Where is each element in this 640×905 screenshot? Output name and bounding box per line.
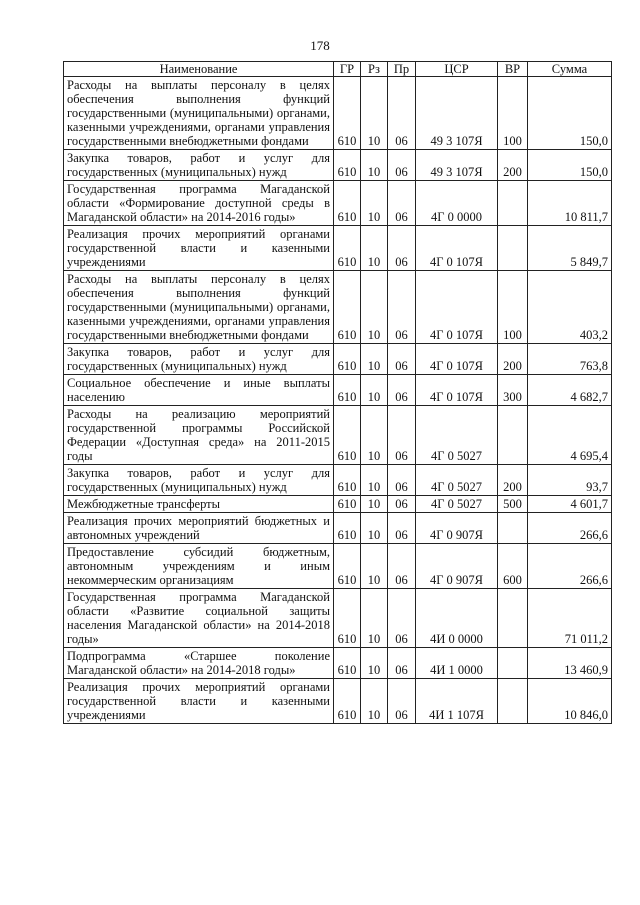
row-csr: 4Г 0 907Я	[416, 513, 498, 544]
row-vr	[498, 648, 528, 679]
row-pr: 06	[388, 544, 416, 589]
table-row	[64, 77, 612, 150]
row-name: Расходы на реализацию мероприятий государственной программы Российской Федерации «Доступная среда» на 2011-2015 годы	[64, 406, 334, 465]
row-pr: 06	[388, 344, 416, 375]
row-vr	[498, 589, 528, 648]
row-csr: 4Г 0 5027	[416, 465, 498, 496]
row-rz: 10	[361, 226, 388, 271]
row-vr: 200	[498, 465, 528, 496]
row-sum: 403,2	[528, 271, 612, 344]
row-name: Реализация прочих мероприятий органами государственной власти и казенными учреждениями	[64, 679, 334, 724]
row-name: Закупка товаров, работ и услуг для государственных (муниципальных) нужд	[64, 150, 334, 181]
row-gr: 610	[334, 679, 361, 724]
row-rz: 10	[361, 77, 388, 150]
row-rz: 10	[361, 375, 388, 406]
table-row	[64, 375, 612, 406]
row-name: Государственная программа Магаданской области «Формирование доступной среды в Магаданской области» на 2014-2016 годы»	[64, 181, 334, 226]
row-csr: 4Г 0 5027	[416, 496, 498, 513]
row-vr: 100	[498, 271, 528, 344]
row-name: Расходы на выплаты персоналу в целях обеспечения выполнения функций государственными (муниципальными) органами, казенными учреждениями, органами управления государственными внебюджетными фондами	[64, 271, 334, 344]
row-gr: 610	[334, 465, 361, 496]
row-pr: 06	[388, 77, 416, 150]
row-csr: 4Г 0 107Я	[416, 375, 498, 406]
row-gr: 610	[334, 648, 361, 679]
row-sum: 10 811,7	[528, 181, 612, 226]
row-pr: 06	[388, 589, 416, 648]
row-rz: 10	[361, 465, 388, 496]
row-gr: 610	[334, 344, 361, 375]
header-rz: Рз	[361, 62, 388, 77]
row-csr: 4Г 0 107Я	[416, 271, 498, 344]
row-name: Предоставление субсидий бюджетным, автономным учреждениям и иным некоммерческим организациям	[64, 544, 334, 589]
row-name: Реализация прочих мероприятий бюджетных и автономных учреждений	[64, 513, 334, 544]
row-rz: 10	[361, 544, 388, 589]
row-name: Закупка товаров, работ и услуг для государственных (муниципальных) нужд	[64, 344, 334, 375]
row-pr: 06	[388, 465, 416, 496]
row-sum: 150,0	[528, 77, 612, 150]
row-pr: 06	[388, 513, 416, 544]
row-csr: 4И 1 0000	[416, 648, 498, 679]
row-sum: 93,7	[528, 465, 612, 496]
row-gr: 610	[334, 77, 361, 150]
row-vr	[498, 181, 528, 226]
row-pr: 06	[388, 648, 416, 679]
header-sum: Сумма	[528, 62, 612, 77]
table-row	[64, 406, 612, 465]
row-rz: 10	[361, 513, 388, 544]
row-sum: 4 682,7	[528, 375, 612, 406]
row-name: Межбюджетные трансферты	[64, 496, 334, 513]
row-gr: 610	[334, 181, 361, 226]
table-row	[64, 544, 612, 589]
row-vr	[498, 226, 528, 271]
row-gr: 610	[334, 513, 361, 544]
table-row	[64, 589, 612, 648]
table-row	[64, 344, 612, 375]
row-sum: 4 695,4	[528, 406, 612, 465]
row-sum: 266,6	[528, 513, 612, 544]
row-pr: 06	[388, 406, 416, 465]
row-name: Государственная программа Магаданской области «Развитие социальной защиты населения Магаданской области» на 2014-2018 годы»	[64, 589, 334, 648]
row-sum: 266,6	[528, 544, 612, 589]
table-row	[64, 150, 612, 181]
row-vr: 200	[498, 344, 528, 375]
row-rz: 10	[361, 589, 388, 648]
table-header-row	[64, 62, 612, 77]
row-pr: 06	[388, 375, 416, 406]
row-vr	[498, 513, 528, 544]
row-gr: 610	[334, 544, 361, 589]
row-sum: 10 846,0	[528, 679, 612, 724]
row-name: Социальное обеспечение и иные выплаты населению	[64, 375, 334, 406]
row-gr: 610	[334, 375, 361, 406]
row-gr: 610	[334, 226, 361, 271]
row-rz: 10	[361, 679, 388, 724]
row-rz: 10	[361, 406, 388, 465]
row-name: Закупка товаров, работ и услуг для государственных (муниципальных) нужд	[64, 465, 334, 496]
row-vr: 300	[498, 375, 528, 406]
row-sum: 4 601,7	[528, 496, 612, 513]
row-pr: 06	[388, 271, 416, 344]
header-name: Наименование	[64, 62, 334, 77]
row-pr: 06	[388, 496, 416, 513]
row-csr: 4И 1 107Я	[416, 679, 498, 724]
header-csr: ЦСР	[416, 62, 498, 77]
row-gr: 610	[334, 496, 361, 513]
row-gr: 610	[334, 589, 361, 648]
row-csr: 4Г 0 907Я	[416, 544, 498, 589]
row-gr: 610	[334, 150, 361, 181]
table-row	[64, 679, 612, 724]
row-rz: 10	[361, 648, 388, 679]
header-gr: ГР	[334, 62, 361, 77]
row-csr: 4Г 0 5027	[416, 406, 498, 465]
row-name: Реализация прочих мероприятий органами государственной власти и казенными учреждениями	[64, 226, 334, 271]
row-vr: 500	[498, 496, 528, 513]
row-gr: 610	[334, 271, 361, 344]
row-vr: 200	[498, 150, 528, 181]
row-name: Подпрограмма «Старшее поколение Магаданской области» на 2014-2018 годы»	[64, 648, 334, 679]
row-csr: 4Г 0 107Я	[416, 344, 498, 375]
row-gr: 610	[334, 406, 361, 465]
row-vr	[498, 679, 528, 724]
table-row	[64, 465, 612, 496]
row-pr: 06	[388, 226, 416, 271]
row-rz: 10	[361, 271, 388, 344]
row-vr	[498, 406, 528, 465]
row-sum: 5 849,7	[528, 226, 612, 271]
row-csr: 49 3 107Я	[416, 150, 498, 181]
page-number: 178	[310, 38, 330, 53]
row-sum: 71 011,2	[528, 589, 612, 648]
table-row	[64, 226, 612, 271]
row-vr: 100	[498, 77, 528, 150]
row-sum: 150,0	[528, 150, 612, 181]
row-csr: 49 3 107Я	[416, 77, 498, 150]
table-row	[64, 648, 612, 679]
table-row	[64, 181, 612, 226]
header-vr: ВР	[498, 62, 528, 77]
table-row	[64, 496, 612, 513]
row-rz: 10	[361, 496, 388, 513]
row-rz: 10	[361, 344, 388, 375]
row-vr: 600	[498, 544, 528, 589]
row-csr: 4Г 0 0000	[416, 181, 498, 226]
row-csr: 4Г 0 107Я	[416, 226, 498, 271]
row-sum: 13 460,9	[528, 648, 612, 679]
row-rz: 10	[361, 150, 388, 181]
table-row	[64, 513, 612, 544]
row-pr: 06	[388, 181, 416, 226]
budget-table	[63, 61, 612, 724]
row-pr: 06	[388, 679, 416, 724]
row-sum: 763,8	[528, 344, 612, 375]
row-rz: 10	[361, 181, 388, 226]
header-pr: Пр	[388, 62, 416, 77]
row-name: Расходы на выплаты персоналу в целях обеспечения выполнения функций государственными (муниципальными) органами, казенными учреждениями, органами управления государственными внебюджетными фондами	[64, 77, 334, 150]
table-row	[64, 271, 612, 344]
row-csr: 4И 0 0000	[416, 589, 498, 648]
row-pr: 06	[388, 150, 416, 181]
